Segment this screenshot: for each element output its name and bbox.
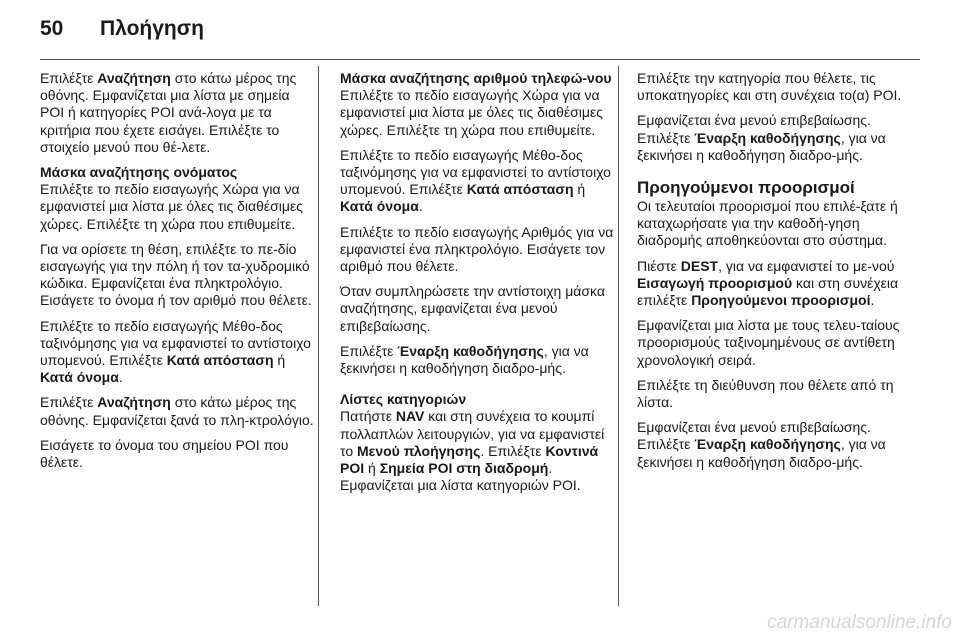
subheading: Λίστες κατηγοριών — [340, 391, 467, 408]
page-number: 50 — [40, 17, 64, 40]
paragraph: Επιλέξτε το πεδίο εισαγωγής Μέθο-δος ταξινόμησης για να εμφανιστεί το αντίστοιχο υπομενού. Επιλέξτε Κατά απόσταση ή Κατά όνομα. — [40, 317, 311, 386]
section-heading: Προηγούμενοι προορισμοί — [637, 178, 855, 198]
bold-term: Εισαγωγή προορισμού — [637, 274, 793, 291]
paragraph: Επιλέξτε Αναζήτηση στο κάτω μέρος της οθόνης. Εμφανίζεται ξανά το πλη-κτρολόγιο. — [40, 394, 314, 428]
paragraph: Όταν συμπληρώσετε την αντίστοιχη μάσκα αναζήτησης, εμφανίζεται ένα μενού επιβεβαίωσης. — [340, 283, 605, 334]
paragraph: Εμφανίζεται μια λίστα με τους τελευ-ταίους προορισμούς ταξινομημένους σε αντίθετη χρονολογική σειρά. — [637, 317, 900, 368]
paragraph: Εισάγετε το όνομα του σημείου POI που θέλετε. — [40, 436, 289, 471]
subheading: Μάσκα αναζήτησης ονόματος — [40, 164, 238, 181]
watermark: carmanualsonline.info — [767, 612, 952, 633]
paragraph: Εμφανίζεται ένα μενού επιβεβαίωσης. Επιλέξτε Έναρξη καθοδήγησης, για να ξεκινήσει η καθοδήγηση διαδρο-μής. — [637, 112, 886, 163]
bold-term: Κατά όνομα — [340, 198, 419, 215]
paragraph: Επιλέξτε το πεδίο εισαγωγής Αριθμός για να εμφανιστεί ένα πληκτρολόγιο. Εισάγετε τον αριθμό που θέλετε. — [340, 223, 614, 275]
bold-term: Έναρξη καθοδήγησης — [397, 342, 544, 359]
bold-term: Κατά απόσταση — [466, 181, 574, 198]
paragraph: Επιλέξτε Αναζήτηση στο κάτω μέρος της οθόνης. Εμφανίζεται μια λίστα με σημεία POI ή κατηγορίες POI ανά-λογα με τα κριτήρια που έχετε εισάγει. Επιλέξτε το στοιχείο μενού που θέ-λετε. — [40, 70, 297, 155]
column-3 — [637, 70, 921, 479]
paragraph: Επιλέξτε το πεδίο εισαγωγής Χώρα για να εμφανιστεί μια λίστα με όλες τις διαθέσιμες χώρες. Επιλέξτε τη χώρα που επιθυμείτε. — [340, 87, 603, 138]
paragraph: Επιλέξτε το πεδίο εισαγωγής Μέθο-δος ταξινόμησης για να εμφανιστεί το αντίστοιχο υπομενού. Επιλέξτε Κατά απόσταση ή Κατά όνομα. — [340, 146, 611, 215]
paragraph: Επιλέξτε την κατηγορία που θέλετε, τις υποκατηγορίες και στη συνέχεια το(α) POI. — [637, 70, 902, 104]
paragraph: Επιλέξτε το πεδίο εισαγωγής Χώρα για να εμφανιστεί μια λίστα με όλες τις διαθέσιμες χώρες. Επιλέξτε τη χώρα που επιθυμείτε. — [40, 181, 303, 232]
bold-term: NAV — [395, 408, 425, 425]
header-rule — [40, 59, 920, 60]
subheading: Μάσκα αναζήτησης αριθμού τηλεφώ-νου — [340, 70, 612, 86]
paragraph: Πατήστε NAV και στη συνέχεια το κουμπί πολλαπλών λειτουργιών, για να εμφανιστεί το Μενού πλοήγησης. Επιλέξτε Κοντινά POI ή Σημεία POI στη διαδρομή. Εμφανίζεται μια λίστα κατηγοριών POI. — [340, 408, 605, 494]
page-header — [0, 0, 960, 58]
bold-term: Αναζήτηση — [97, 70, 171, 86]
bold-term: Κοντινά POI — [340, 442, 599, 477]
paragraph: Επιλέξτε τη διεύθυνση που θέλετε από τη λίστα. — [637, 376, 894, 411]
bold-term: Σημεία POI στη διαδρομή — [379, 460, 549, 477]
paragraph: Εμφανίζεται ένα μενού επιβεβαίωσης. Επιλέξτε Έναρξη καθοδήγησης, για να ξεκινήσει η καθοδήγηση διαδρο-μής. — [637, 419, 886, 470]
column-divider — [618, 66, 619, 606]
bold-term: Έναρξη καθοδήγησης — [694, 129, 841, 146]
bold-term: Μενού πλοήγησης — [357, 442, 481, 459]
bold-term: Έναρξη καθοδήγησης — [694, 436, 841, 453]
column-divider — [318, 66, 319, 606]
bold-term: Κατά απόσταση — [166, 352, 274, 369]
page-title: Πλοήγηση — [100, 17, 204, 40]
column-2 — [340, 70, 616, 502]
column-1 — [40, 70, 316, 479]
bold-term: Προηγούμενοι προορισμοί — [691, 292, 871, 309]
paragraph: Επιλέξτε Έναρξη καθοδήγησης, για να ξεκινήσει η καθοδήγηση διαδρο-μής. — [340, 342, 589, 377]
bold-term: DEST — [680, 257, 719, 274]
paragraph: Για να ορίσετε τη θέση, επιλέξτε το πε-δίο εισαγωγής για την πόλη ή τον τα-χυδρομικό κώδικα. Εμφανίζεται ένα πληκτρολόγιο. Εισάγετε το όνομα ή τον αριθμό που θέλετε. — [40, 240, 312, 309]
paragraph: Πιέστε DEST, για να εμφανιστεί το με-νού Εισαγωγή προορισμού και στη συνέχεια επιλέξτε Προηγούμενοι προορισμοί. — [637, 257, 899, 309]
paragraph: Οι τελευταίοι προορισμοί που επιλέ-ξατε ή καταχωρήσατε για την καθοδή-γηση διαδρομής αποθηκεύονται στο σύστημα. — [637, 198, 898, 249]
bold-term: Αναζήτηση — [97, 394, 171, 411]
bold-term: Κατά όνομα — [40, 369, 119, 386]
